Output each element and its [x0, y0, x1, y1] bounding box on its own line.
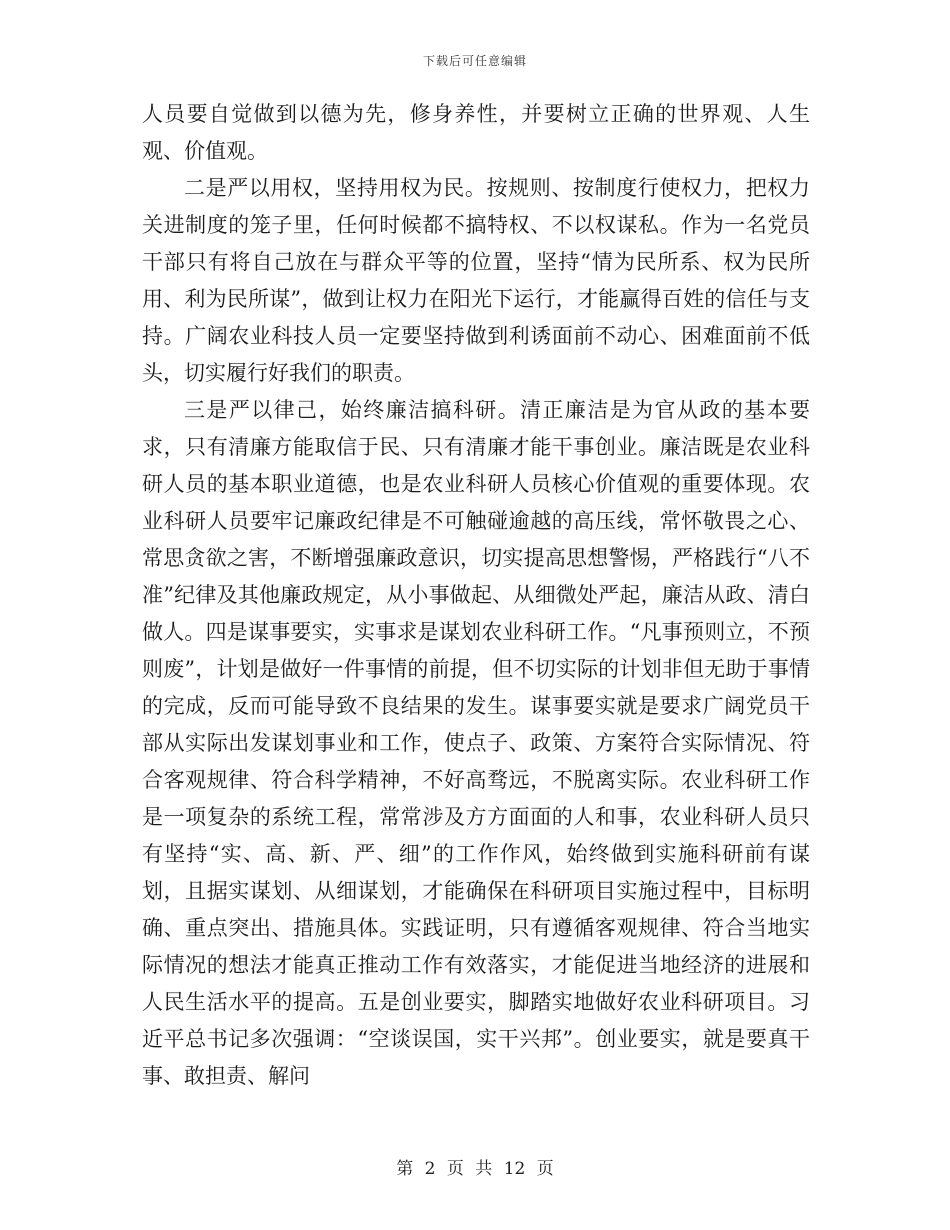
paragraph-use-power: 二是严以用权，坚持用权为民。按规则、按制度行使权力，把权力关进制度的笼子里，任何时候都不搞特权、不以权谋私。作为一名党员干部只有将自己放在与群众平等的位置，坚持“情为民所系、权为民所用、利为民所谋”，做到让权力在阳光下运行，才能赢得百姓的信任与支持。广阔农业科技人员一定要坚持做到利诱面前不动心、困难面前不低头，切实履行好我们的职责。 — [142, 176, 810, 385]
page-number-footer: 第 2 页 共 12 页 — [396, 1159, 554, 1179]
page-header-note: 下载后可任意编辑 — [422, 54, 527, 68]
document-body — [142, 96, 810, 1095]
paragraph-continuation: 人员要自觉做到以德为先，修身养性，并要树立正确的世界观、人生观、价值观。 — [142, 102, 810, 163]
paragraph-self-discipline: 三是严以律己，始终廉洁搞科研。清正廉洁是为官从政的基本要求，只有清廉方能取信于民、只有清廉才能干事创业。廉洁既是农业科研人员的基本职业道德，也是农业科研人员核心价值观的重要体现。农业科研人员要牢记廉政纪律是不可触碰逾越的高压线，常怀敬畏之心、常思贪欲之害，不断增强廉政意识，切实提高思想警惕，严格践行“八不准”纪律及其他廉政规定，从小事做起、从细微处严起，廉洁从政、清白做人。四是谋事要实，实事求是谋划农业科研工作。“凡事预则立，不预则废”，计划是做好一件事情的前提，但不切实际的计划非但无助于事情的完成，反而可能导致不良结果的发生。谋事要实就是要求广阔党员干部从实际出发谋划事业和工作，使点子、政策、方案符合实际情况、符合客观规律、符合科学精神，不好高骛远，不脱离实际。农业科研工作是一项复杂的系统工程，常常涉及方方面面的人和事，农业科研人员只有坚持“实、高、新、严、细”的工作作风，始终做到实施科研前有谋划，且据实谋划、从细谋划，才能确保在科研项目实施过程中，目标明确、重点突出、措施具体。实践证明，只有遵循客观规律、符合当地实际情况的想法才能真正推动工作有效落实，才能促进当地经济的进展和人民生活水平的提高。五是创业要实，脚踏实地做好农业科研项目。习近平总书记多次强调：“空谈误国，实干兴邦”。创业要实，就是要真干事、敢担责、解问 — [142, 398, 810, 1088]
